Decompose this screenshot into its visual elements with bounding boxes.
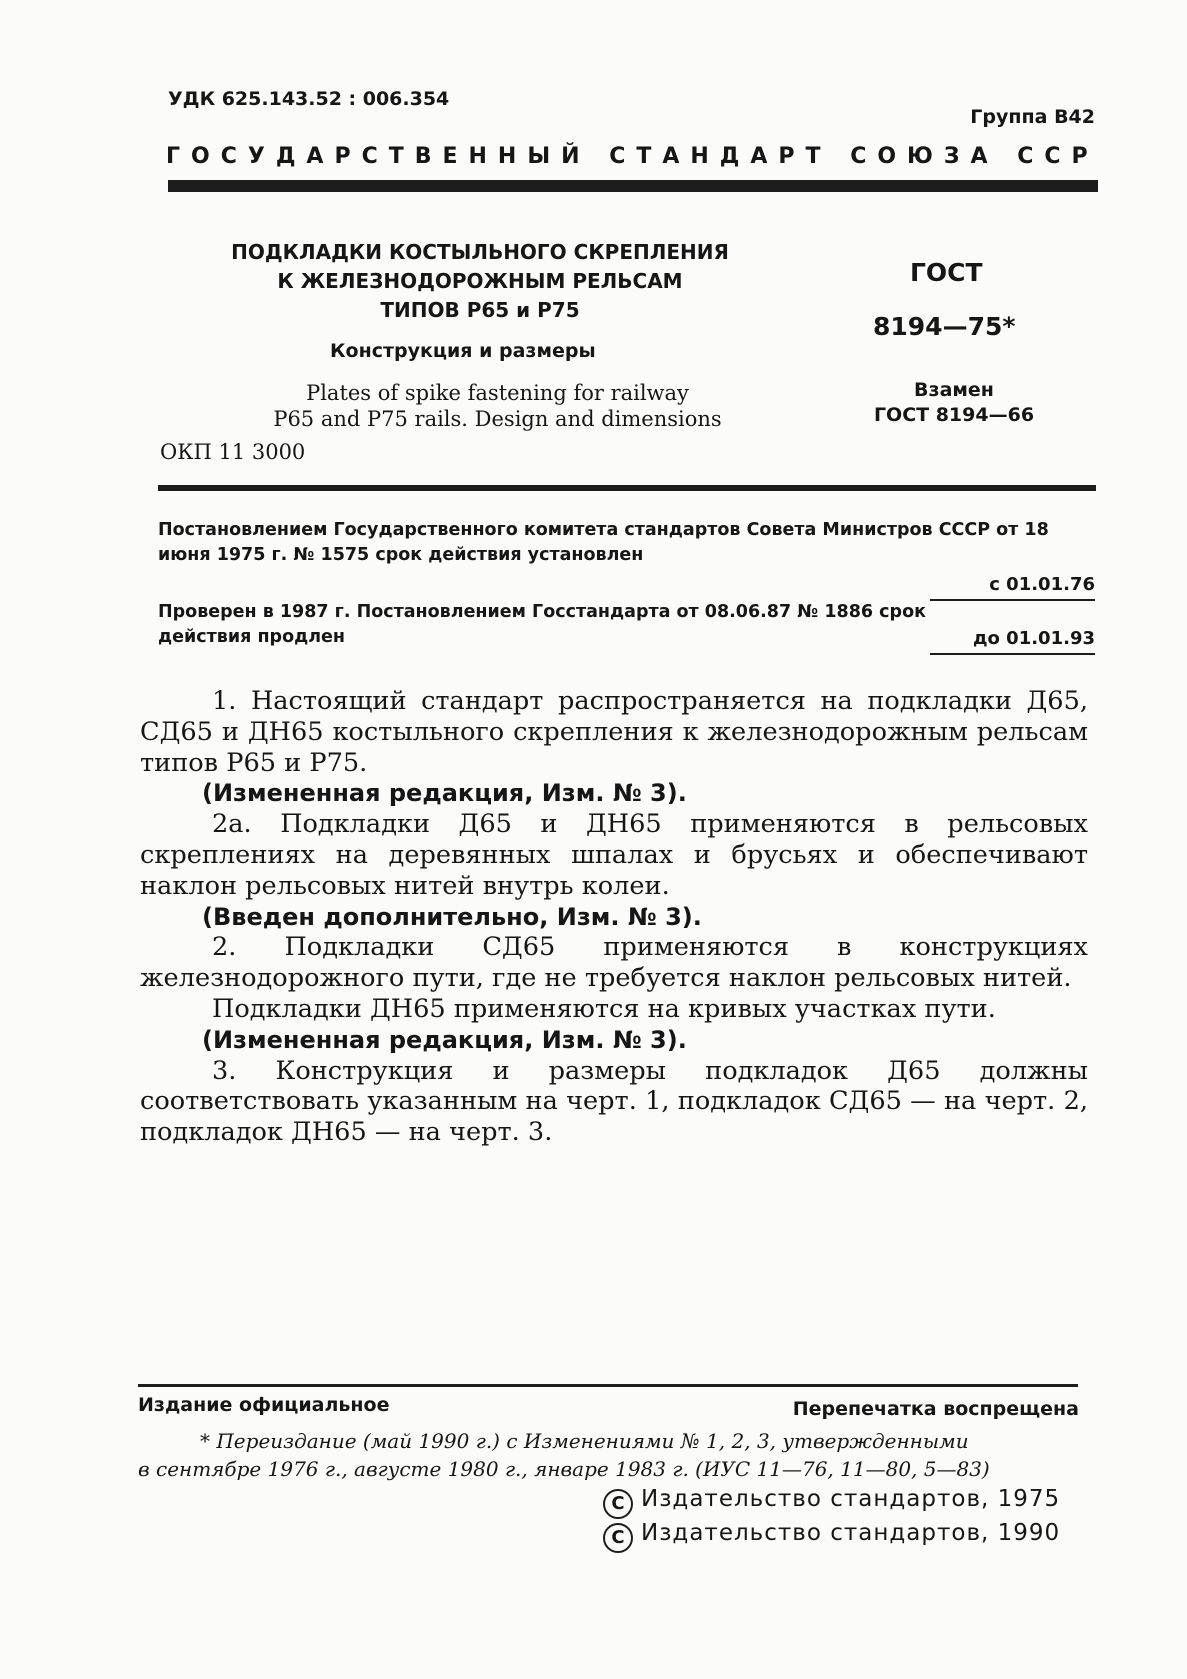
clause-2: 2. Подкладки СД65 применяются в конструкциях железнодорожного пути, где не требуется наклон рельсовых нитей. <box>140 932 1088 994</box>
official-edition-label: Издание официальное <box>138 1394 390 1416</box>
reissue-note-line-1: * Переиздание (май 1990 г.) с Изменениями № 1, 2, 3, утвержденными <box>200 1429 969 1453</box>
reissue-note-line-2: в сентябре 1976 г., августе 1980 г., январе 1983 г. (ИУС 11—76, 11—80, 5—83) <box>138 1457 990 1481</box>
effective-to-date: до 01.01.93 <box>930 628 1095 655</box>
gost-number: 8194—75* <box>873 312 1016 341</box>
copyright-1990-text: Издательство стандартов, 1990 <box>641 1520 1061 1546</box>
title-line-2: К ЖЕЛЕЗНОДОРОЖНЫМ РЕЛЬСАМ <box>277 269 683 293</box>
document-subtitle: Конструкция и размеры <box>330 340 596 362</box>
reprint-prohibited-label: Перепечатка воспрещена <box>792 1398 1079 1420</box>
copyright-1975 <box>603 1486 1060 1519</box>
replaces-block <box>864 378 1044 428</box>
okp-code: ОКП 11 3000 <box>160 440 306 464</box>
state-standard-heading: ГОСУДАРСТВЕННЫЙ СТАНДАРТ СОЮЗА ССР <box>166 144 1099 169</box>
checked-text: Проверен в 1987 г. Постановлением Госстандарта от 08.06.87 № 1886 срок действия продлен <box>158 602 926 647</box>
clause-2-continued: Подкладки ДН65 применяются на кривых участках пути. <box>212 993 996 1024</box>
clause-3: 3. Конструкция и размеры подкладок Д65 должны соответствовать указанным на черт. 1, подкладок СД65 — на черт. 2, подкладок ДН65 — на черт. 3. <box>140 1055 1088 1148</box>
replaces-standard: ГОСТ 8194—66 <box>873 404 1035 426</box>
title-line-1: ПОДКЛАДКИ КОСТЫЛЬНОГО СКРЕПЛЕНИЯ <box>231 240 729 264</box>
amendment-note-2: (Введен дополнительно, Изм. № 3). <box>202 902 702 931</box>
gost-label: ГОСТ <box>910 258 983 287</box>
amendment-note-1: (Измененная редакция, Изм. № 3). <box>202 779 687 808</box>
copyright-icon: C <box>603 1489 633 1519</box>
replaces-label: Взамен <box>914 379 994 401</box>
footer-divider <box>138 1384 1078 1387</box>
title-divider <box>158 485 1096 491</box>
title-line-3: ТИПОВ Р65 и Р75 <box>380 298 580 322</box>
header-divider <box>168 180 1098 192</box>
amendment-note-3: (Измененная редакция, Изм. № 3). <box>202 1025 687 1054</box>
copyright-1975-text: Издательство стандартов, 1975 <box>641 1486 1061 1512</box>
clause-1: 1. Настоящий стандарт распространяется на подкладки Д65, СД65 и ДН65 костыльного скрепления к железнодорожным рельсам типов Р65 и Р75. <box>140 686 1088 778</box>
decree-text: Постановлением Государственного комитета стандартов Совета Министров СССР от 18 июня 1975 г. № 1575 срок действия установлен <box>158 520 1049 565</box>
document-title <box>210 238 750 325</box>
effective-from-date: с 01.01.76 <box>930 574 1095 601</box>
english-title-line-1: Plates of spike fastening for railway <box>306 381 689 405</box>
group-code: Группа В42 <box>970 106 1095 128</box>
udk-code: УДК 625.143.52 : 006.354 <box>168 88 450 110</box>
reissue-note <box>138 1427 1078 1483</box>
english-title <box>265 380 730 432</box>
english-title-line-2: P65 and P75 rails. Design and dimensions <box>273 407 722 431</box>
body-text <box>140 686 1088 1148</box>
clause-2a: 2а. Подкладки Д65 и ДН65 применяются в рельсовых скреплениях на деревянных шпалах и брусьях и обеспечивают наклон рельсовых нитей внутрь колеи. <box>140 809 1088 901</box>
copyright-1990 <box>603 1520 1060 1553</box>
copyright-icon: C <box>603 1523 633 1553</box>
